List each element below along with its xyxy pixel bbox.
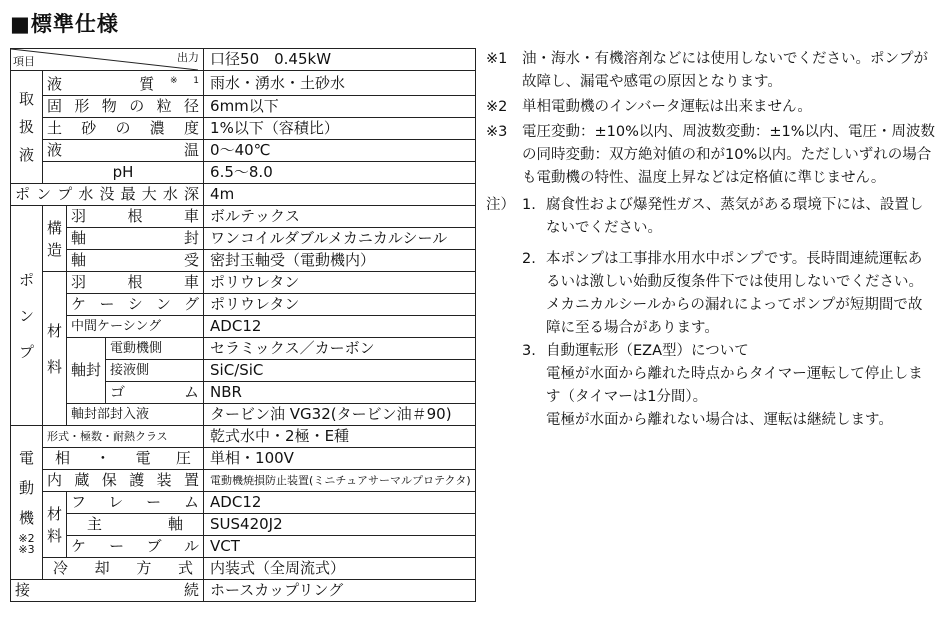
liquid-quality-label: 液 質$^{※1}$ bbox=[43, 71, 204, 96]
impeller-material-value: ポリウレタン bbox=[204, 272, 476, 294]
group-liquid: 取扱液 bbox=[11, 71, 43, 184]
header-output: 出力 bbox=[177, 51, 200, 64]
main-shaft-value: SUS420J2 bbox=[204, 514, 476, 536]
protection-label: 内蔵保護装置 bbox=[43, 470, 204, 492]
shaft-seal-label: 軸封 bbox=[67, 228, 204, 250]
casing-value: ポリウレタン bbox=[204, 294, 476, 316]
main-shaft-label: 主軸 bbox=[67, 514, 204, 536]
group-motor: 電動機 ※2 ※3 bbox=[11, 426, 43, 580]
seal-oil-label: 軸封部封入液 bbox=[67, 404, 204, 426]
cable-value: VCT bbox=[204, 536, 476, 558]
phase-voltage-label: 相・電圧 bbox=[43, 448, 204, 470]
note-ref: ※1 bbox=[170, 76, 200, 86]
liquid-temp-label: 液 温 bbox=[43, 140, 204, 162]
motor-side-value: セラミックス／カーボン bbox=[204, 338, 476, 360]
solid-size-value: 6mm以下 bbox=[204, 96, 476, 118]
impeller-value: ボルテックス bbox=[204, 206, 476, 228]
header-cell bbox=[11, 49, 204, 71]
material-label: 材料 bbox=[43, 272, 67, 426]
form-value: 乾式水中・2極・E種 bbox=[204, 426, 476, 448]
sand-conc-label: 土砂の濃度 bbox=[43, 118, 204, 140]
shaft-seal-value: ワンコイルダブルメカニカルシール bbox=[204, 228, 476, 250]
rubber-label: ゴム bbox=[106, 382, 204, 404]
motor-material-label: 材料 bbox=[43, 492, 67, 558]
liquid-side-value: SiC/SiC bbox=[204, 360, 476, 382]
connection-label: 接続 bbox=[11, 580, 204, 602]
note-2: ※2 単相電動機のインバータ運転は出来ません。 bbox=[486, 99, 812, 115]
diagonal-line bbox=[11, 49, 198, 70]
cooling-label: 冷却方式 bbox=[43, 558, 204, 580]
frame-value: ADC12 bbox=[204, 492, 476, 514]
liquid-quality-value: 雨水・湧水・土砂水 bbox=[204, 71, 476, 96]
page-title: ■標準仕様 bbox=[10, 12, 119, 36]
connection-value: ホースカップリング bbox=[204, 580, 476, 602]
motor-note-2: ※2 bbox=[18, 531, 35, 545]
ph-label: pH bbox=[43, 162, 204, 184]
group-pump: ポンプ bbox=[11, 206, 43, 426]
header-value: 口径50 0.45kW bbox=[204, 49, 476, 71]
note-1: ※1 油・海水・有機溶剤などには使用しないでください。ポンプが故障し、漏電や感電の原因となります。 bbox=[486, 51, 928, 90]
mid-casing-label: 中間ケーシング bbox=[67, 316, 204, 338]
table-header-row bbox=[11, 49, 476, 71]
max-depth-label: ポンプ水没最大水深 bbox=[11, 184, 204, 206]
bearing-value: 密封玉軸受（電動機内） bbox=[204, 250, 476, 272]
protection-value: 電動機焼損防止装置(ミニチュアサーマルプロテクタ) bbox=[204, 470, 476, 492]
casing-label: ケーシング bbox=[67, 294, 204, 316]
frame-label: フレーム bbox=[67, 492, 204, 514]
impeller-label: 羽根車 bbox=[67, 206, 204, 228]
notes-panel bbox=[486, 48, 936, 432]
spec-table bbox=[10, 48, 476, 602]
shaft-seal-material-label: 軸封 bbox=[67, 338, 106, 404]
rubber-value: NBR bbox=[204, 382, 476, 404]
motor-side-label: 電動機側 bbox=[106, 338, 204, 360]
motor-note-3: ※3 bbox=[18, 542, 35, 556]
impeller-material-label: 羽根車 bbox=[67, 272, 204, 294]
caution-2: 2. 本ポンプは工事排水用水中ポンプです。長時間連続運転あるいは激しい始動反復条件下では使用しないでください。メカニカルシールからの漏れによってポンプが短期間で故障に至る場合があります。 bbox=[522, 251, 923, 336]
header-item: 項目 bbox=[13, 55, 35, 68]
solid-size-label: 固形物の粒径 bbox=[43, 96, 204, 118]
structure-label: 構造 bbox=[43, 206, 67, 272]
note-3: ※3 電圧変動：±10%以内、周波数変動：±1%以内、電圧・周波数の同時変動：双方絶対値の和が10%以内。ただしいずれの場合も電動機の特性、温度上昇などは定格値に準じません。 bbox=[486, 124, 936, 186]
ph-value: 6.5～8.0 bbox=[204, 162, 476, 184]
max-depth-value: 4m bbox=[204, 184, 476, 206]
liquid-side-label: 接液側 bbox=[106, 360, 204, 382]
caution-3: 3. 自動運転形（EZA型）について 電極が水面から離れた時点からタイマー運転して停止します（タイマーは1分間）。 電極が水面から離れない場合は、運転は継続します。 bbox=[522, 343, 923, 428]
phase-voltage-value: 単相・100V bbox=[204, 448, 476, 470]
sand-conc-value: 1%以下（容積比） bbox=[204, 118, 476, 140]
cooling-value: 内装式（全周流式） bbox=[204, 558, 476, 580]
seal-oil-value: タービン油 VG32(タービン油＃90) bbox=[204, 404, 476, 426]
bearing-label: 軸受 bbox=[67, 250, 204, 272]
mid-casing-value: ADC12 bbox=[204, 316, 476, 338]
cable-label: ケーブル bbox=[67, 536, 204, 558]
form-label: 形式・極数・耐熱クラス bbox=[43, 426, 204, 448]
caution-1: 注） 1. 腐食性および爆発性ガス、蒸気がある環境下には、設置しないでください。 bbox=[486, 197, 924, 236]
liquid-temp-value: 0～40℃ bbox=[204, 140, 476, 162]
